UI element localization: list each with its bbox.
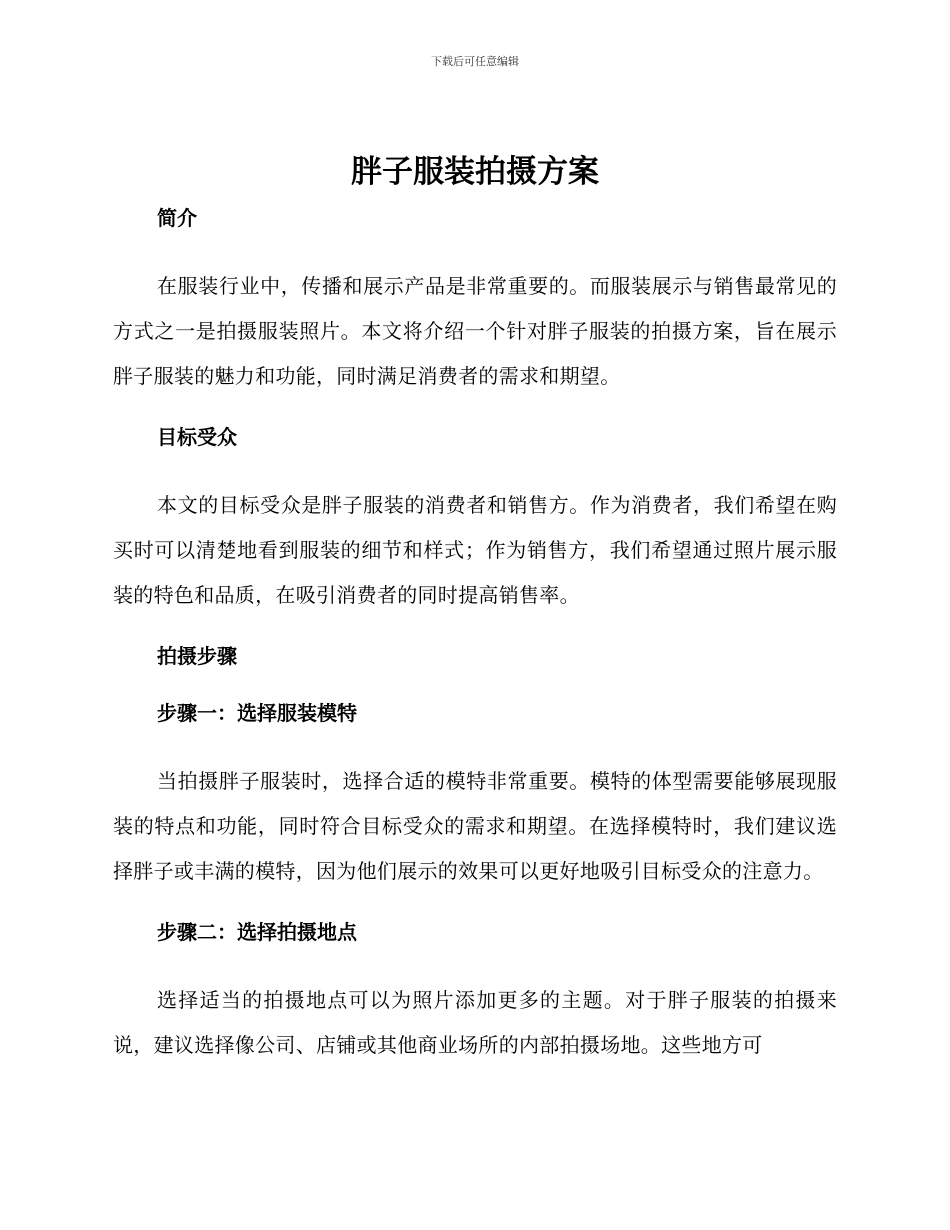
document-body [113,203,837,1068]
header-note: 下载后可任意编辑 [431,55,519,68]
paragraph-intro: 在服装行业中，传播和展示产品是非常重要的。而服装展示与销售最常见的方式之一是拍摄服装照片。本文将介绍一个针对胖子服装的拍摄方案，旨在展示胖子服装的魅力和功能，同时满足消费者的需求和期望。 [113,274,837,388]
document-title: 胖子服装拍摄方案 [351,154,599,190]
section-heading-step1: 步骤一：选择服装模特 [157,701,357,725]
section-heading-audience: 目标受众 [157,425,237,449]
paragraph-audience: 本文的目标受众是胖子服装的消费者和销售方。作为消费者，我们希望在购买时可以清楚地看到服装的细节和样式；作为销售方，我们希望通过照片展示服装的特色和品质，在吸引消费者的同时提高销售率。 [113,493,837,607]
section-heading-steps: 拍摄步骤 [157,644,237,668]
paragraph-step1: 当拍摄胖子服装时，选择合适的模特非常重要。模特的体型需要能够展现服装的特点和功能，同时符合目标受众的需求和期望。在选择模特时，我们建议选择胖子或丰满的模特，因为他们展示的效果可以更好地吸引目标受众的注意力。 [113,769,837,883]
section-heading-intro: 简介 [157,206,197,230]
paragraph-step2: 选择适当的拍摄地点可以为照片添加更多的主题。对于胖子服装的拍摄来说，建议选择像公司、店铺或其他商业场所的内部拍摄场地。这些地方可 [113,988,837,1057]
section-heading-step2: 步骤二：选择拍摄地点 [157,920,357,944]
